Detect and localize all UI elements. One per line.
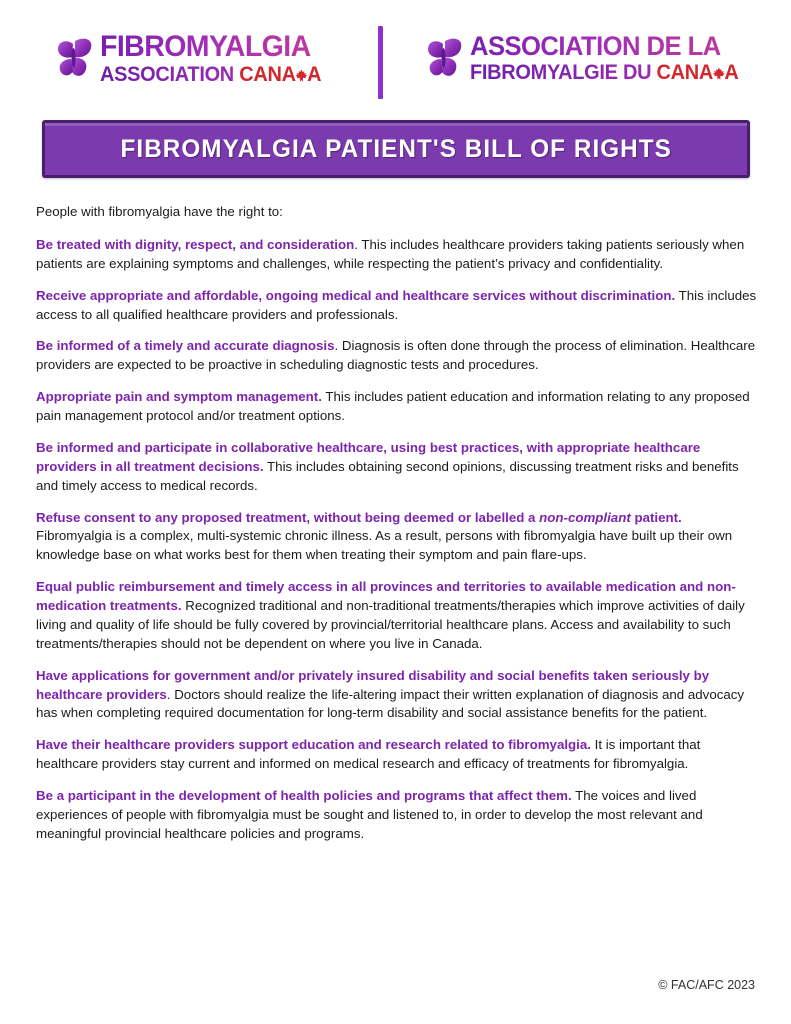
right-item	[36, 439, 758, 496]
right-item	[36, 509, 758, 566]
logo-right-line2	[470, 62, 738, 83]
butterfly-icon	[424, 35, 464, 81]
header-divider	[378, 26, 383, 99]
right-item-body: It is important that healthcare providers stay current and informed on medical research and efficacy of treatments for fibromyalgia.	[36, 737, 701, 772]
right-item-body: This includes patient education and information relating to any proposed pain management protocol and/or treatment options.	[36, 389, 750, 423]
document-body	[36, 203, 758, 857]
intro-paragraph: People with fibromyalgia have the right to:	[36, 204, 283, 219]
logo-left-line2	[100, 64, 321, 85]
right-item	[36, 388, 758, 426]
right-item	[36, 337, 758, 375]
right-item-lead: Equal public reimbursement and timely access in all provinces and territories to available medication and non-medication treatments.	[36, 579, 736, 613]
right-item-body: This includes access to all qualified healthcare providers and professionals.	[36, 287, 757, 322]
maple-leaf-icon	[712, 64, 725, 79]
logo-fibromyalgia-association-canada	[8, 29, 384, 86]
title-banner	[42, 120, 750, 178]
right-item	[36, 667, 758, 724]
maple-leaf-icon	[294, 66, 307, 81]
copyright-notice: © FAC/AFC 2023	[658, 978, 755, 992]
page-title: FIBROMYALGIA PATIENT'S BILL OF RIGHTS	[120, 134, 672, 163]
right-item-lead: Appropriate pain and symptom management.	[36, 389, 322, 405]
right-item-lead: Be informed and participate in collaborative healthcare, using best practices, with appropriate healthcare providers in all treatment decisions.	[36, 439, 701, 474]
right-item	[36, 287, 758, 325]
logo-right-canada-text: CANA A	[655, 61, 738, 84]
right-item-body: . Doctors should realize the life-altering impact their written explanation of diagnosis and advocacy has when completing required documentation for long-term disability and social assistance benefits for the patient.	[36, 686, 745, 721]
right-item-body: The voices and lived experiences of people with fibromyalgia must be sought and listened to, in order to develop the most relevant and meaningful provincial healthcare policies and programs.	[36, 788, 703, 841]
right-item-body: Fibromyalgia is a complex, multi-systemic chronic illness. As a result, persons with fibromyalgia have built up their own knowledge base on what works best for them when treating their symptom and pain flare-ups.	[36, 528, 733, 563]
right-item-body: . This includes healthcare providers taking patients seriously when patients are explaining symptoms and challenges, while respecting the patient’s privacy and confidentiality.	[36, 236, 745, 271]
logo-left-association-text: ASSOCIATION	[99, 62, 239, 86]
logo-association-fibromyalgie-canada	[384, 33, 784, 83]
right-item	[36, 578, 758, 654]
butterfly-icon	[54, 35, 94, 81]
right-item-lead: Be a participant in the development of health policies and programs that affect them.	[36, 788, 572, 803]
right-item-lead: Be treated with dignity, respect, and consideration	[36, 236, 355, 252]
right-item-body: This includes obtaining second opinions, discussing treatment risks and benefits and timely access to medical records.	[36, 458, 739, 493]
logo-left-canada-text: CANA A	[238, 62, 321, 86]
document-header	[0, 0, 791, 98]
right-item-lead: Be informed of a timely and accurate diagnosis	[36, 338, 335, 354]
right-item-lead: Have applications for government and/or privately insured disability and social benefits taken seriously by healthcare providers	[36, 667, 710, 702]
right-item-lead: Have their healthcare providers support education and research related to fibromyalgia.	[36, 737, 591, 753]
right-item-lead-italic: non-compliant	[539, 509, 631, 525]
logo-left-line1: FIBROMYALGIA	[100, 32, 321, 62]
right-item	[36, 236, 758, 274]
logo-right-fibromyalgie-text: FIBROMYALGIE DU	[469, 61, 656, 84]
right-item	[36, 787, 758, 844]
right-item-body: . Diagnosis is often done through the process of elimination. Healthcare providers are expected to be proactive in scheduling diagnostic tests and procedures.	[36, 338, 756, 373]
right-item-lead: Refuse consent to any proposed treatment, without being deemed or labelled a	[36, 509, 540, 525]
right-item	[36, 736, 758, 774]
logo-right-line1: ASSOCIATION DE LA	[470, 33, 738, 60]
right-item-lead: Receive appropriate and affordable, ongoing medical and healthcare services without discrimination.	[36, 287, 676, 303]
right-item-lead-after: patient.	[630, 509, 682, 525]
right-item-body: Recognized traditional and non-traditional treatments/therapies which improve activities of daily living and quality of life should be fully covered by provincial/territorial healthcare plans. Access and availability to such treatments/therapies should not be dependent on where you live in Canada.	[36, 598, 745, 651]
